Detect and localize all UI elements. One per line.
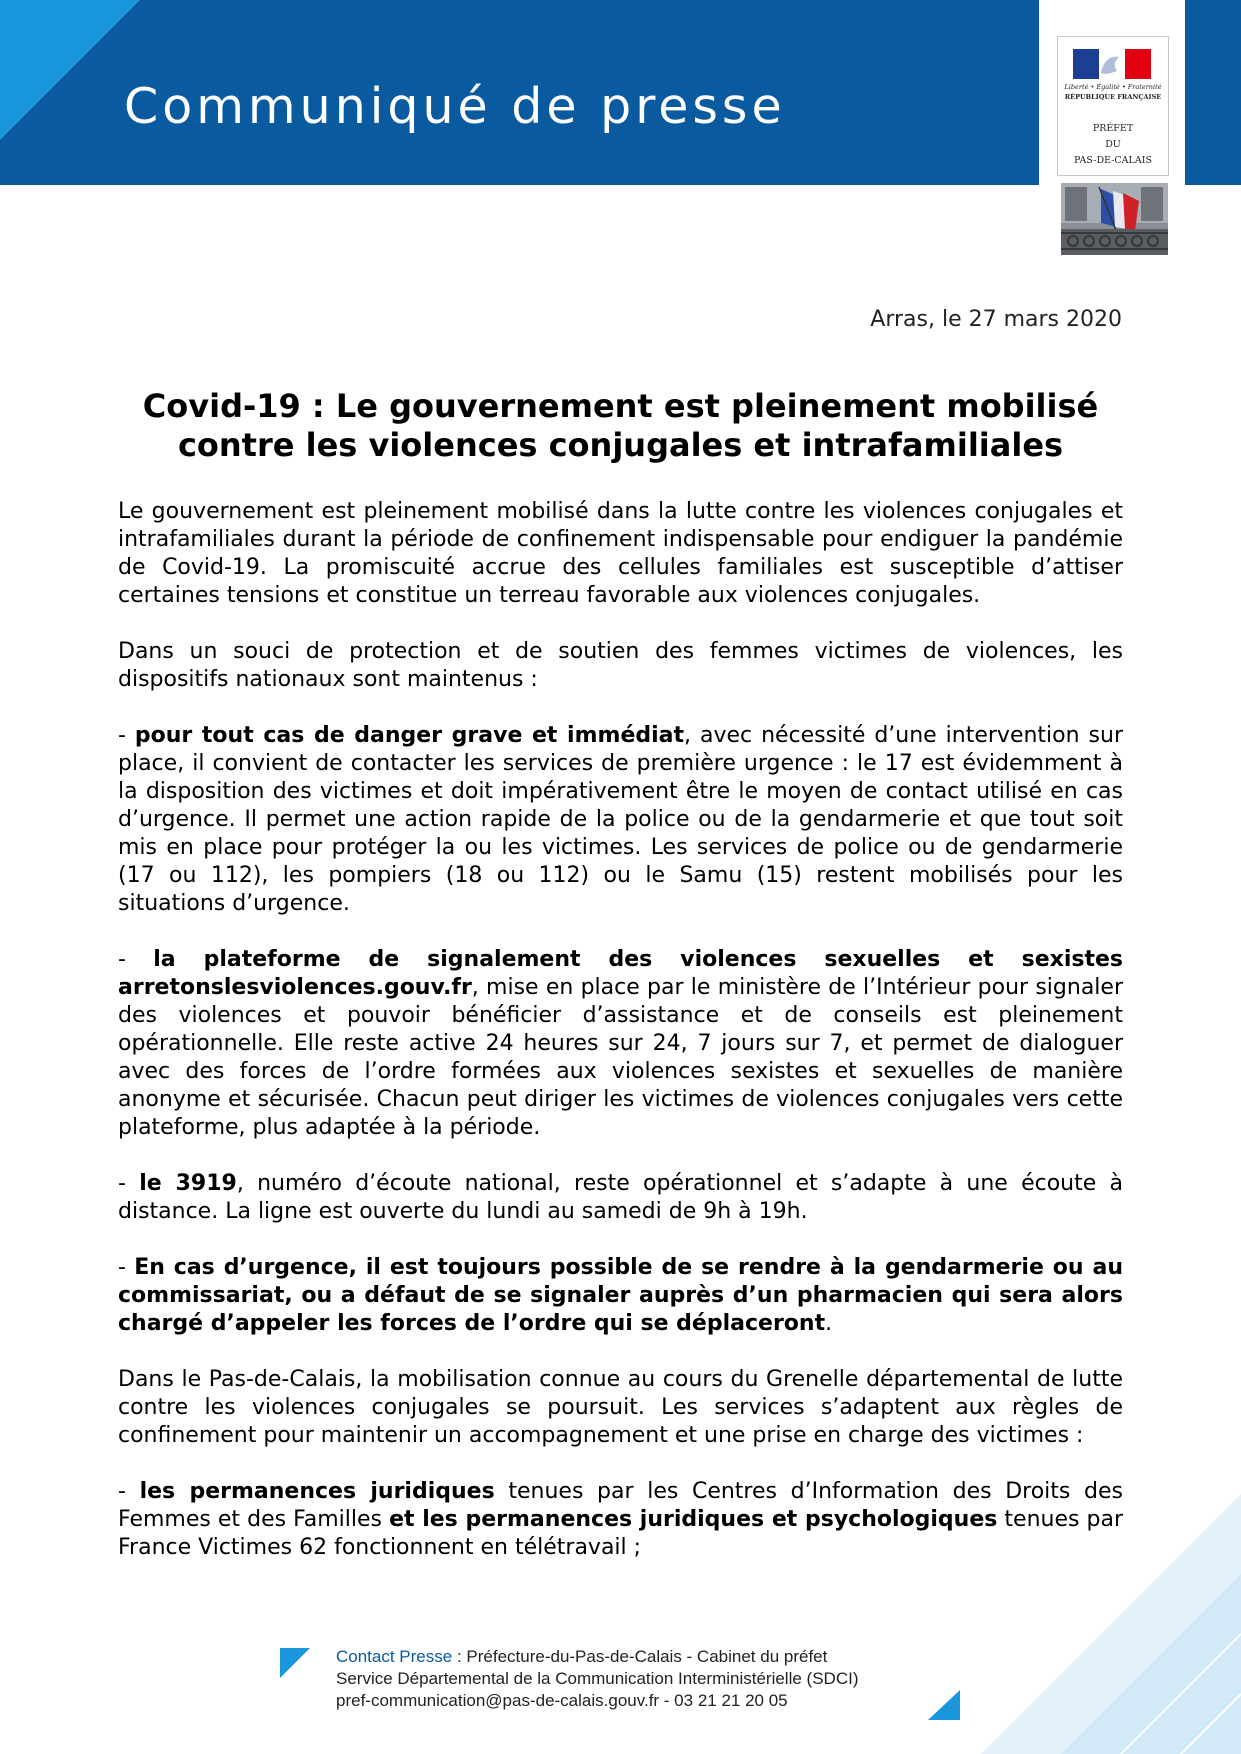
paragraph-pas-de-calais: Dans le Pas-de-Calais, la mobilisation connue au cours du Grenelle départemental de lutte contre les violences conjugales se poursuit. Les services s’adaptent aux règles de confinement pour maintenir un accompagnement et une prise en charge des victimes : xyxy=(118,1367,1123,1448)
marianne-flag-icon xyxy=(1073,49,1151,79)
contact-presse xyxy=(336,1646,858,1712)
contact-triangle-icon-right xyxy=(928,1690,960,1720)
republic-motto: Liberté • Égalité • Fraternité xyxy=(1064,83,1162,91)
press-release-body xyxy=(118,498,1123,1590)
press-release-date: Arras, le 27 mars 2020 xyxy=(870,307,1122,332)
title-line-1: Covid-19 : Le gouvernement est pleinement mobilisé xyxy=(142,387,1099,425)
contact-line-2: Service Départemental de la Communication Interministérielle (SDCI) xyxy=(336,1669,859,1688)
title-line-2: contre les violences conjugales et intrafamiliales xyxy=(177,426,1064,464)
marianne-logo xyxy=(1057,36,1169,176)
paragraph-permanences: - les permanences juridiques tenues par les Centres d’Information des Droits des Femmes et des Familles et les permanences juridiques et psychologiques tenues par France Victimes 62 fonctionnent en télétravail ; xyxy=(118,1479,1123,1560)
banner-corner-triangle xyxy=(0,0,140,140)
contact-email-phone[interactable]: pref-communication@pas-de-calais.gouv.fr - 03 21 21 20 05 xyxy=(336,1691,788,1710)
banner-title: Communiqué de presse xyxy=(124,78,786,135)
paragraph-intro: Le gouvernement est pleinement mobilisé dans la lutte contre les violences conjugales et intrafamiliales durant la période de confinement indispensable pour endiguer la pandémie de Covid-19. La promiscuité accrue des cellules familiales est susceptible d’attiser certaines tensions et constitue un terreau favorable aux violences conjugales. xyxy=(118,499,1123,608)
paragraph-dispositifs: Dans un souci de protection et de soutien des femmes victimes de violences, les dispositifs nationaux sont maintenus : xyxy=(118,639,1123,692)
contact-label: Contact Presse xyxy=(336,1647,453,1666)
prefecture-balcony-photo xyxy=(1061,183,1168,255)
contact-line-1: Contact Presse : Préfecture-du-Pas-de-Calais - Cabinet du préfet xyxy=(336,1647,828,1666)
paragraph-plateforme: - la plateforme de signalement des violences sexuelles et sexistes arretonslesviolences.gouv.fr, mise en place par le ministère de l’Intérieur pour signaler des violences et pouvoir bénéficier d’assistance et de conseils est pleinement opérationnelle. Elle reste active 24 heures sur 24, 7 jours sur 7, et permet de dialoguer avec des forces de l’ordre formées aux violences sexistes et sexuelles de manière anonyme et sécurisée. Chacun peut diriger les victimes de violences conjugales vers cette plateforme, plus adaptée à la période. xyxy=(118,947,1124,1140)
contact-triangle-icon xyxy=(280,1648,310,1678)
paragraph-3919: - le 3919, numéro d’écoute national, reste opérationnel et s’adapte à une écoute à distance. La ligne est ouverte du lundi au samedi de 9h à 19h. xyxy=(118,1171,1123,1224)
press-release-title xyxy=(118,387,1123,465)
paragraph-urgence: - En cas d’urgence, il est toujours possible de se rendre à la gendarmerie ou au commissariat, ou a défaut de se signaler auprès d’un pharmacien qui sera alors chargé d’appeler les forces de l’ordre qui se déplaceront. xyxy=(118,1255,1123,1336)
prefet-label: PRÉFET DU PAS-DE-CALAIS xyxy=(1074,123,1152,166)
republic-name: RÉPUBLIQUE FRANÇAISE xyxy=(1064,93,1162,101)
prefecture-logo-card xyxy=(1039,0,1185,265)
paragraph-danger-grave: - pour tout cas de danger grave et immédiat, avec nécessité d’une intervention sur place, il convient de contacter les services de première urgence : le 17 est évidemment à la disposition des victimes et doit impérativement être le moyen de contact utilisé en cas d’urgence. Il permet une action rapide de la police ou de la gendarmerie et que tout soit mis en place pour protéger la ou les victimes. Les services de police ou de gendarmerie (17 ou 112), les pompiers (18 ou 112) ou le Samu (15) restent mobilisés pour les situations d’urgence. xyxy=(118,723,1123,916)
